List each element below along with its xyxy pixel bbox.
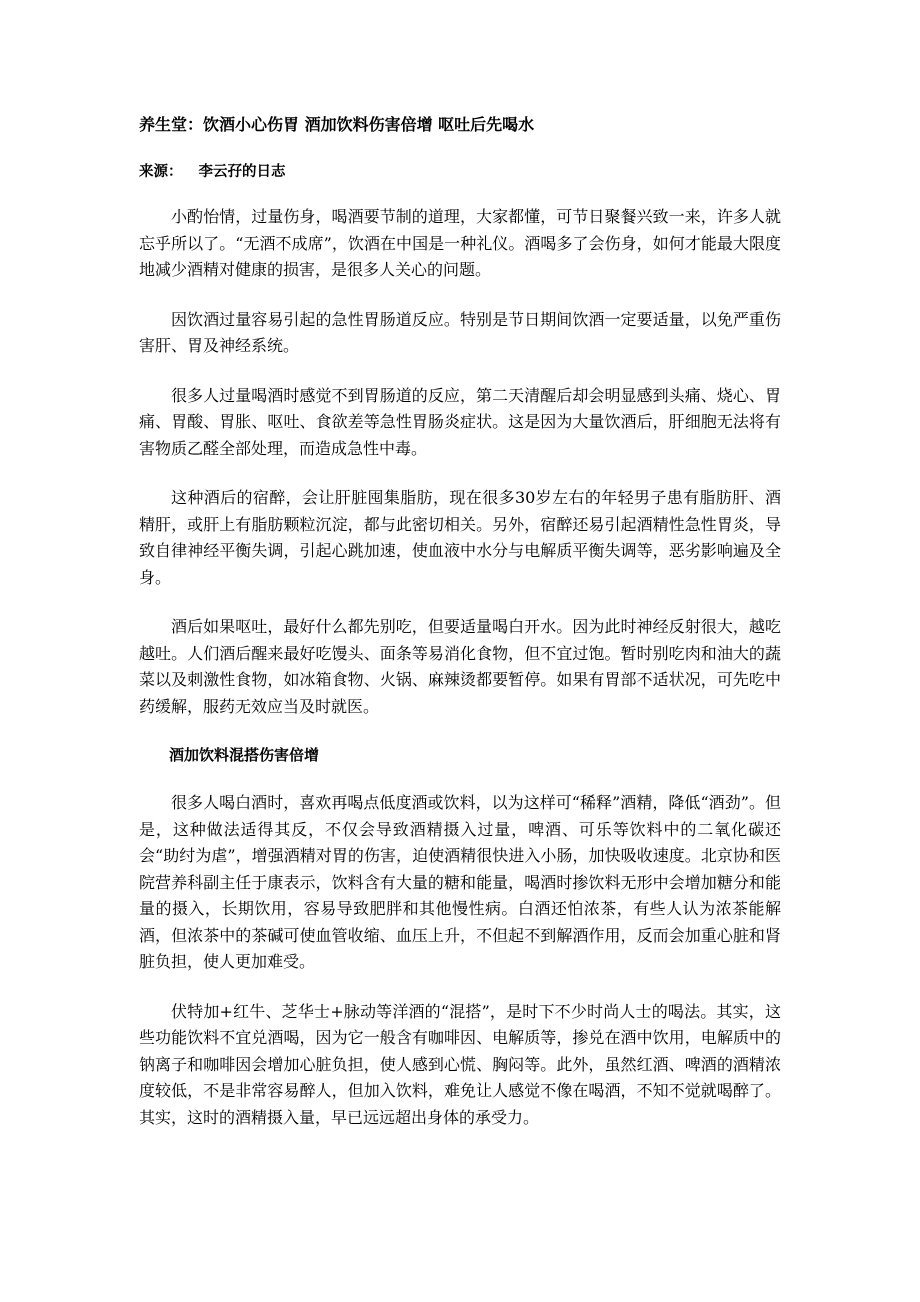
paragraph: 很多人喝白酒时，喜欢再喝点低度酒或饮料，以为这样可“稀释”酒精，降低“酒劲”。但是，这种做法适得其反，不仅会导致酒精摄入过量，啤酒、可乐等饮料中的二氧化碳还会“助纣为虐”，增强酒精对胃的伤害，迫使酒精很快进入小肠，加快吸收速度。北京协和医院营养科副主任于康表示，饮料含有大量的糖和能量，喝酒时掺饮料无形中会增加糖分和能量的摄入，长期饮用，容易导致肥胖和其他慢性病。白酒还怕浓茶，有些人认为浓茶能解酒，但浓茶中的茶碱可使血管收缩、血压上升，不但起不到解酒作用，反而会加重心脏和肾脏负担，使人更加难受。 — [139, 793, 781, 971]
article-title: 养生堂：饮酒小心伤胃 酒加饮料伤害倍增 呕吐后先喝水 — [139, 115, 535, 134]
section-heading: 酒加饮料混搭伤害倍增 — [169, 746, 320, 764]
document-page — [139, 112, 781, 1154]
article-source — [139, 160, 781, 184]
paragraph: 酒后如果呕吐，最好什么都先别吃，但要适量喝白开水。因为此时神经反射很大，越吃越吐。人们酒后醒来最好吃馒头、面条等易消化食物，但不宜过饱。暂时别吃肉和油大的蔬菜以及刺激性食物，如冰箱食物、火锅、麻辣烫都要暂停。如果有胃部不适状况，可先吃中药缓解，服药无效应当及时就医。 — [139, 617, 781, 716]
source-label: 来源： — [139, 164, 183, 180]
paragraph: 很多人过量喝酒时感觉不到胃肠道的反应，第二天清醒后却会明显感到头痛、烧心、胃痛、胃酸、胃胀、呕吐、食欲差等急性胃肠炎症状。这是因为大量饮酒后，肝细胞无法将有害物质乙醛全部处理，而造成急性中毒。 — [139, 385, 781, 458]
paragraph: 小酌怡情，过量伤身，喝酒要节制的道理，大家都懂，可节日聚餐兴致一来，许多人就忘乎所以了。“无酒不成席”，饮酒在中国是一种礼仪。酒喝多了会伤身，如何才能最大限度地减少酒精对健康的损害，是很多人关心的问题。 — [139, 207, 781, 279]
paragraph: 这种酒后的宿醉，会让肝脏囤集脂肪，现在很多30岁左右的年轻男子患有脂肪肝、酒精肝，或肝上有脂肪颗粒沉淀，都与此密切相关。另外，宿醉还易引起酒精性急性胃炎，导致自律神经平衡失调，引起心跳加速，使血液中水分与电解质平衡失调等，恶劣影响遍及全身。 — [139, 488, 781, 587]
article-body — [139, 204, 781, 1131]
paragraph: 伏特加+红牛、芝华士+脉动等洋酒的“混搭”，是时下不少时尚人士的喝法。其实，这些功能饮料不宜兑酒喝，因为它一般含有咖啡因、电解质等，掺兑在酒中饮用，电解质中的钠离子和咖啡因会增加心脏负担，使人感到心慌、胸闷等。此外，虽然红酒、啤酒的酒精浓度较低，不是非常容易醉人，但加入饮料，难免让人感觉不像在喝酒，不知不觉就喝醉了。其实，这时的酒精摄入量，早已远远超出身体的承受力。 — [139, 1001, 781, 1127]
source-value: 李云孖的日志 — [198, 164, 286, 180]
paragraph: 因饮酒过量容易引起的急性胃肠道反应。特别是节日期间饮酒一定要适量，以免严重伤害肝、胃及神经系统。 — [139, 309, 781, 355]
